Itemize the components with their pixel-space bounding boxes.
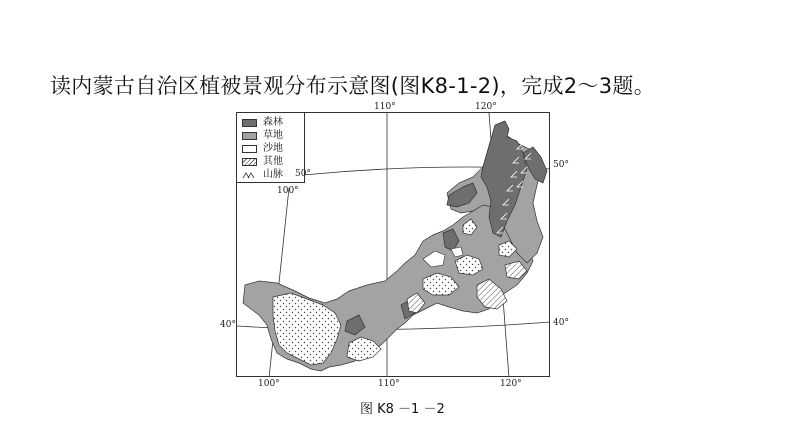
legend-item-other bbox=[242, 155, 304, 168]
mountain-icon bbox=[242, 171, 257, 179]
legend-label: 草地 bbox=[263, 130, 283, 141]
lon-label-110-bottom: 110° bbox=[378, 379, 400, 389]
legend-label: 沙地 bbox=[263, 143, 283, 154]
legend-label: 山脉 bbox=[263, 169, 283, 180]
forest-swatch bbox=[242, 119, 257, 127]
lon-label-100-inner: 100° bbox=[277, 186, 299, 196]
legend-item-grassland bbox=[242, 129, 304, 142]
lon-label-100-bottom: 100° bbox=[258, 379, 280, 389]
question-text: 读内蒙古自治区植被景观分布示意图(图K8-1-2)，完成2～3题。 bbox=[50, 74, 656, 98]
figure-caption: 图 K8 －1 －2 bbox=[360, 402, 445, 417]
legend-label: 其他 bbox=[263, 156, 283, 167]
lon-label-120-top: 120° bbox=[475, 102, 497, 112]
lat-label-40-right: 40° bbox=[553, 318, 569, 328]
lat-label-50-right: 50° bbox=[553, 160, 569, 170]
lat-label-40-left: 40° bbox=[220, 320, 236, 330]
grassland-swatch bbox=[242, 132, 257, 140]
legend-item-sandland bbox=[242, 142, 304, 155]
other-swatch bbox=[242, 158, 257, 166]
sandland-swatch bbox=[242, 145, 257, 153]
vegetation-map bbox=[236, 112, 550, 377]
legend-label: 森林 bbox=[263, 117, 283, 128]
lat-label-50-left: 50° bbox=[295, 169, 311, 179]
lon-label-120-bottom: 120° bbox=[500, 379, 522, 389]
legend-item-forest bbox=[242, 116, 304, 129]
lon-label-110-top: 110° bbox=[374, 102, 396, 112]
